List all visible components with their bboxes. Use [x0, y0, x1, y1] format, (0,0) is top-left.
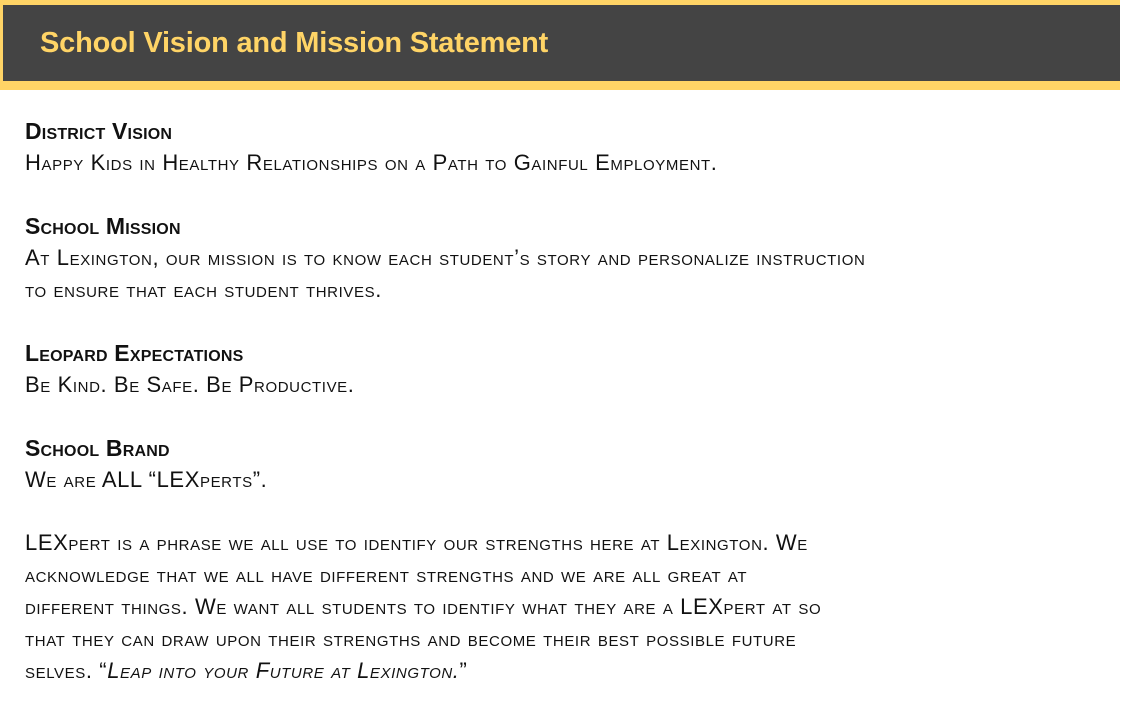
paragraph-line: acknowledge that we all have different strengths and we are all great at [25, 562, 748, 587]
section-heading: District Vision [25, 118, 173, 144]
document-body [25, 115, 1115, 687]
section-district-vision [25, 115, 1115, 179]
header-banner-fill [3, 5, 1120, 81]
paragraph-line-last [25, 655, 1115, 687]
section-text: to ensure that each student thrives. [25, 277, 382, 302]
paragraph-line: different things. We want all students to identify what they are a LEXpert at so [25, 594, 822, 619]
paragraph-line: that they can draw upon their strengths and become their best possible future [25, 626, 797, 651]
section-text: Be Kind. Be Safe. Be Productive. [25, 372, 355, 397]
lexpert-paragraph [25, 527, 1115, 687]
section-heading: Leopard Expectations [25, 340, 244, 366]
page-title: School Vision and Mission Statement [40, 27, 549, 59]
slogan-quote: Leap into your Future at Lexington. [107, 658, 460, 683]
section-school-mission [25, 210, 1115, 306]
paragraph-line: LEXpert is a phrase we all use to identify our strengths here at Lexington. We [25, 530, 808, 555]
closing-quote: ” [459, 658, 468, 683]
section-heading: School Mission [25, 213, 181, 239]
section-school-brand [25, 432, 1115, 496]
section-heading: School Brand [25, 435, 170, 461]
section-leopard-expectations [25, 337, 1115, 401]
paragraph-text: selves. “ [25, 658, 108, 683]
section-text: We are ALL “LEXperts”. [25, 467, 268, 492]
section-text: At Lexington, our mission is to know each student’s story and personalize instruction [25, 245, 866, 270]
header-banner [0, 0, 1120, 90]
section-text: Happy Kids in Healthy Relationships on a Path to Gainful Employment. [25, 150, 718, 175]
